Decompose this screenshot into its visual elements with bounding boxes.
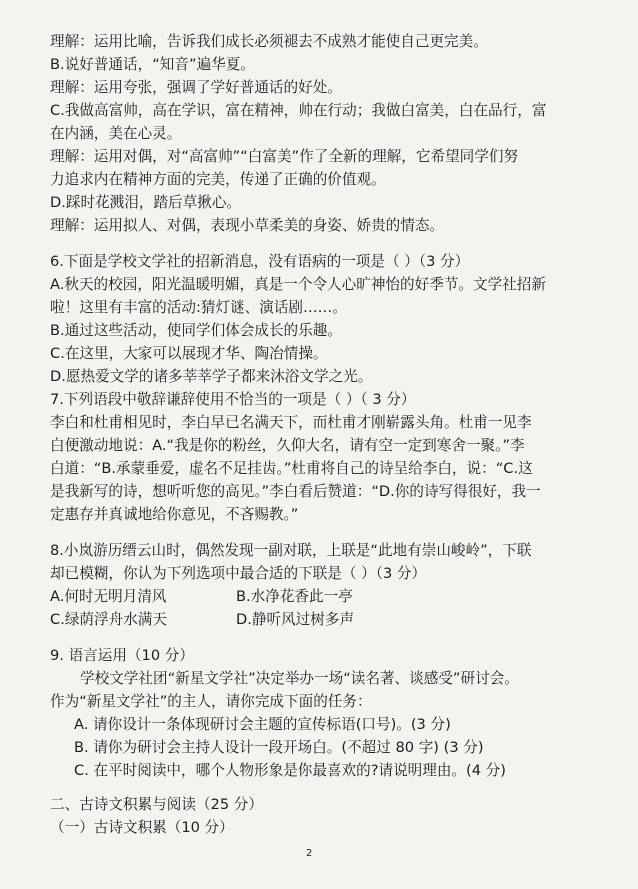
text-line: D.愿热爱文学的诸多莘莘学子都来沐浴文学之光。 bbox=[50, 368, 373, 385]
text-line: 理解：运用拟人、对偶，表现小草柔美的身姿、娇贵的情态。 bbox=[50, 217, 445, 234]
question-8: 8.小岚游历缙云山时，偶然发现一副对联，上联是“此地有崇山峻岭”，下联 bbox=[50, 542, 532, 559]
text-line: 白道：“B.承蒙垂爱，虚名不足挂齿。”杜甫将自己的诗呈给李白，说：“C.这 bbox=[50, 460, 533, 477]
option-c: C.绿荫浮舟水满天 bbox=[50, 611, 167, 628]
page-number: 2 bbox=[306, 848, 313, 859]
text-line: D.踩时花溅泪，踏后草揪心。 bbox=[50, 194, 242, 211]
text-line: 是我新写的诗，想听听您的高见。”李白看后赞道：“D.你的诗写得很好，我一 bbox=[50, 483, 541, 500]
text-line: 学校文学社团“新星文学社”决定举办一场“读名著、谈感受”研讨会。 bbox=[80, 670, 519, 687]
task-a: A. 请你设计一条体现研讨会主题的宣传标语(口号)。(3 分) bbox=[74, 716, 451, 733]
text-line: C.我做高富帅，高在学识，富在精神，帅在行动；我做白富美，白在品行，富 bbox=[50, 102, 547, 119]
text-line: 理解：运用对偶，对“高富帅”“白富美”作了全新的理解，它希望同学们努 bbox=[50, 148, 519, 165]
text-line: 却已模糊，你认为下列选项中最合适的下联是（ ）（3 分） bbox=[50, 565, 427, 582]
text-line: 啦！这里有丰富的活动:猜灯谜、演话剧……。 bbox=[50, 299, 347, 316]
text-line: 在内涵，美在心灵。 bbox=[50, 125, 182, 142]
text-line: A.秋天的校园，阳光温暖明媚，真是一个令人心旷神怡的好季节。文学社招新 bbox=[50, 276, 546, 293]
text-line: 力追求内在精神方面的完美，传递了正确的价值观。 bbox=[50, 171, 386, 188]
option-b: B.水净花香此一亭 bbox=[236, 588, 353, 605]
text-line: 白便激动地说：A.“我是你的粉丝，久仰大名，请有空一定到寒舍一聚。”李 bbox=[50, 437, 525, 454]
text-line: 理解：运用比喻，告诉我们成长必须褪去不成熟才能使自己更完美。 bbox=[50, 33, 488, 50]
text-line: 作为“新星文学社”的主人，请你完成下面的任务： bbox=[50, 693, 372, 710]
option-a: A.何时无明月清风 bbox=[50, 588, 167, 605]
option-d: D.静听风过树多声 bbox=[236, 611, 355, 628]
section-heading: 二、古诗文积累与阅读（25 分） bbox=[50, 796, 263, 813]
question-9: 9. 语言运用（10 分） bbox=[50, 647, 194, 664]
text-line: C.在这里，大家可以展现才华、陶冶情操。 bbox=[50, 345, 328, 362]
text-line: B.通过这些活动，使同学们体会成长的乐趣。 bbox=[50, 322, 342, 339]
task-b: B. 请你为研讨会主持人设计一段开场白。(不超过 80 字) (3 分) bbox=[74, 739, 484, 756]
question-7: 7.下列语段中敬辞谦辞使用不恰当的一项是（ ）（ 3 分） bbox=[50, 391, 416, 408]
text-line: B.说好普通话，“知音”遍华夏。 bbox=[50, 56, 255, 73]
subsection-heading: （一）古诗文积累（10 分） bbox=[50, 819, 234, 836]
task-c: C. 在平时阅读中，哪个人物形象是你最喜欢的?请说明理由。(4 分) bbox=[74, 762, 506, 779]
question-6: 6.下面是学校文学社的招新消息，没有语病的一项是（ ）（3 分） bbox=[50, 253, 470, 270]
text-line: 李白和杜甫相见时，李白早已名满天下，而杜甫才刚崭露头角。杜甫一见李 bbox=[50, 414, 532, 431]
text-line: 定惠存并真诚地给你意见，不吝赐教。” bbox=[50, 506, 299, 523]
text-line: 理解：运用夸张，强调了学好普通话的好处。 bbox=[50, 79, 342, 96]
